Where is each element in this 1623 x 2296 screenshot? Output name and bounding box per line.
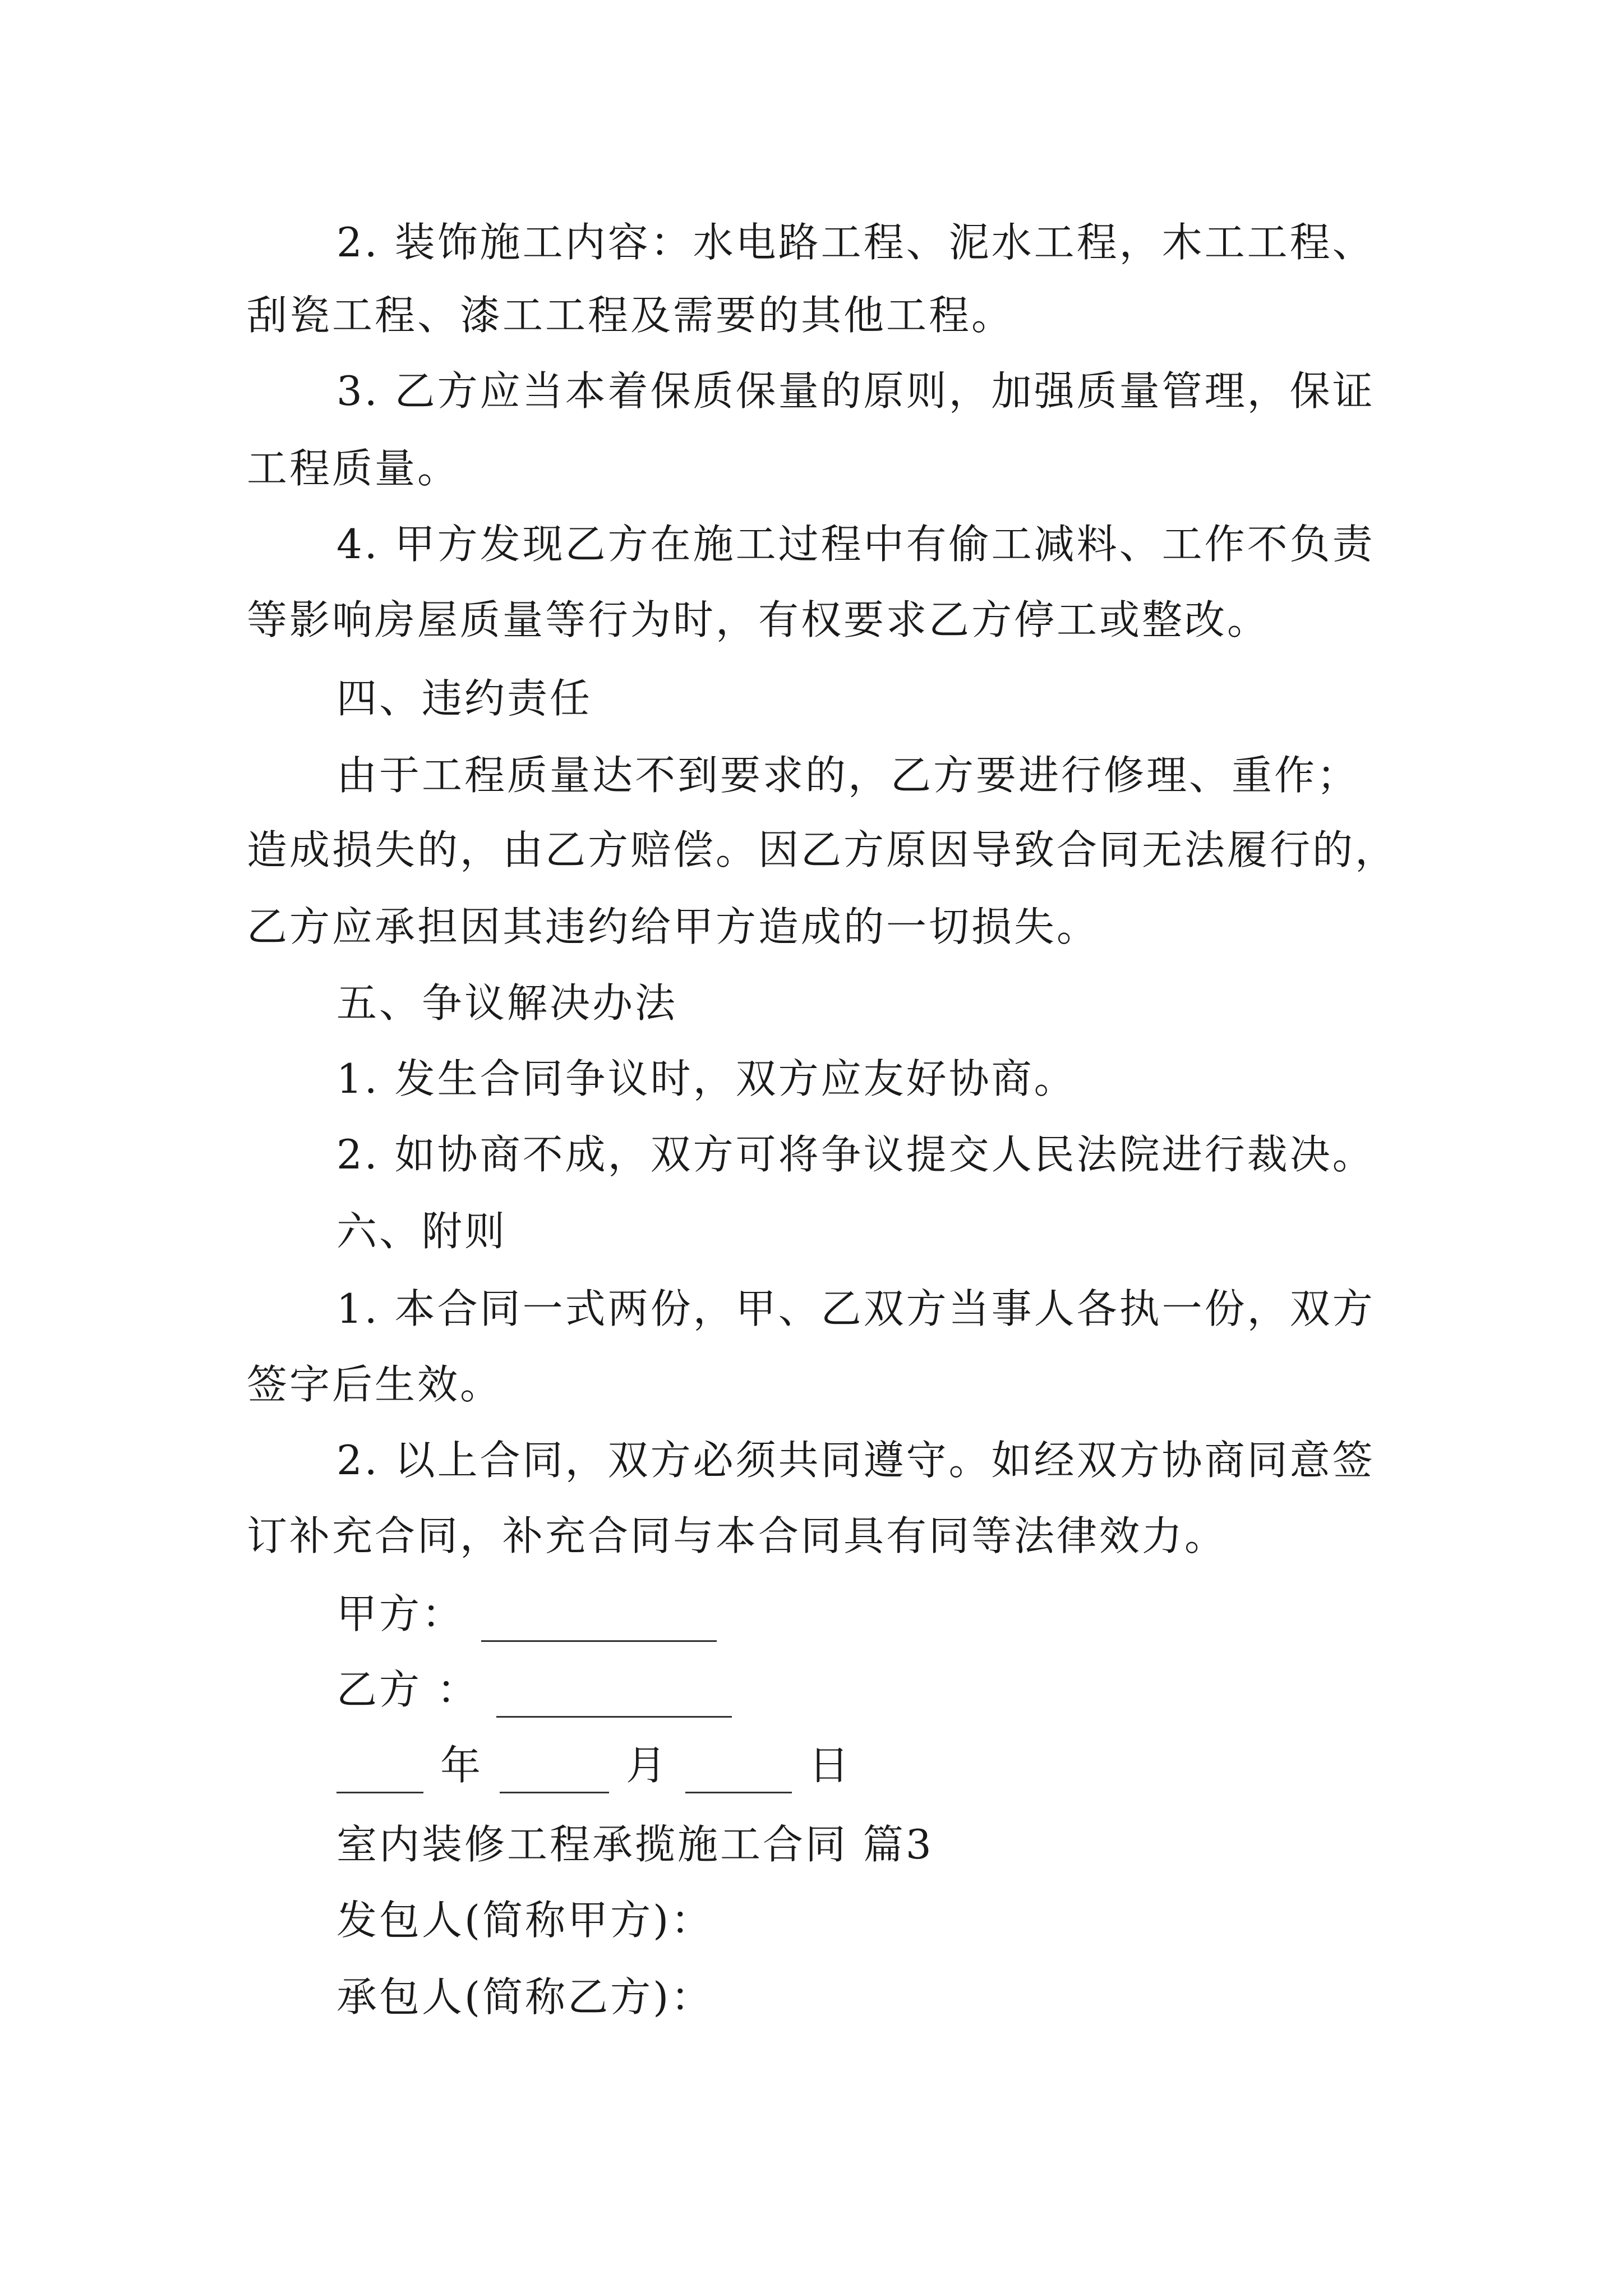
clause-3-3-line-1: 3. 乙方应当本着保质保量的原则，加强质量管理，保证 <box>336 367 1375 415</box>
party-b-signature-blank[interactable] <box>496 1681 732 1718</box>
contractor-line: 承包人(简称乙方)： <box>336 1973 714 2021</box>
section-4-para-line-2: 造成损失的，由乙方赔偿。因乙方原因导致合同无法履行的， <box>247 826 1398 873</box>
day-label: 日 <box>809 1742 852 1789</box>
section-6-item-1-line-2: 签字后生效。 <box>247 1361 503 1408</box>
clause-3-2-line-2: 刮瓷工程、漆工工程及需要的其他工程。 <box>247 292 1015 339</box>
section-5-item-2: 2. 如协商不成，双方可将争议提交人民法院进行裁决。 <box>336 1131 1375 1178</box>
clause-3-3-line-2: 工程质量。 <box>247 445 460 492</box>
year-label: 年 <box>440 1742 483 1789</box>
section-5-heading: 五、争议解决办法 <box>336 979 678 1027</box>
party-b-label: 乙方 ： <box>336 1666 479 1713</box>
year-blank[interactable] <box>336 1757 423 1793</box>
section-4-para-line-3: 乙方应承担因其违约给甲方造成的一切损失。 <box>247 903 1100 950</box>
month-blank[interactable] <box>500 1757 609 1793</box>
party-b-signature-row <box>336 1662 732 1718</box>
section-5-item-1: 1. 发生合同争议时，双方应友好协商。 <box>336 1055 1077 1102</box>
section-4-heading: 四、违约责任 <box>336 675 593 722</box>
month-label: 月 <box>626 1742 669 1789</box>
date-row <box>336 1737 851 1793</box>
day-blank[interactable] <box>685 1757 792 1793</box>
clause-3-4-line-2: 等影响房屋质量等行为时，有权要求乙方停工或整改。 <box>247 596 1270 643</box>
party-a-signature-row <box>336 1586 717 1642</box>
section-6-item-2-line-1: 2. 以上合同，双方必须共同遵守。如经双方协商同意签 <box>336 1437 1375 1484</box>
party-a-signature-blank[interactable] <box>481 1605 717 1642</box>
section-6-item-1-line-1: 1. 本合同一式两份，甲、乙双方当事人各执一份，双方 <box>336 1285 1375 1332</box>
section-6-item-2-line-2: 订补充合同，补充合同与本合同具有同等法律效力。 <box>247 1512 1228 1559</box>
contract-3-title: 室内装修工程承揽施工合同 篇3 <box>336 1821 934 1868</box>
section-6-heading: 六、附则 <box>336 1208 508 1255</box>
party-a-label: 甲方： <box>336 1590 465 1637</box>
employer-line: 发包人(简称甲方)： <box>336 1897 714 1944</box>
section-4-para-line-1: 由于工程质量达不到要求的，乙方要进行修理、重作； <box>336 752 1360 799</box>
clause-3-4-line-1: 4. 甲方发现乙方在施工过程中有偷工减料、工作不负责 <box>336 521 1375 568</box>
clause-3-2-line-1: 2. 装饰施工内容：水电路工程、泥水工程，木工工程、 <box>336 219 1375 266</box>
